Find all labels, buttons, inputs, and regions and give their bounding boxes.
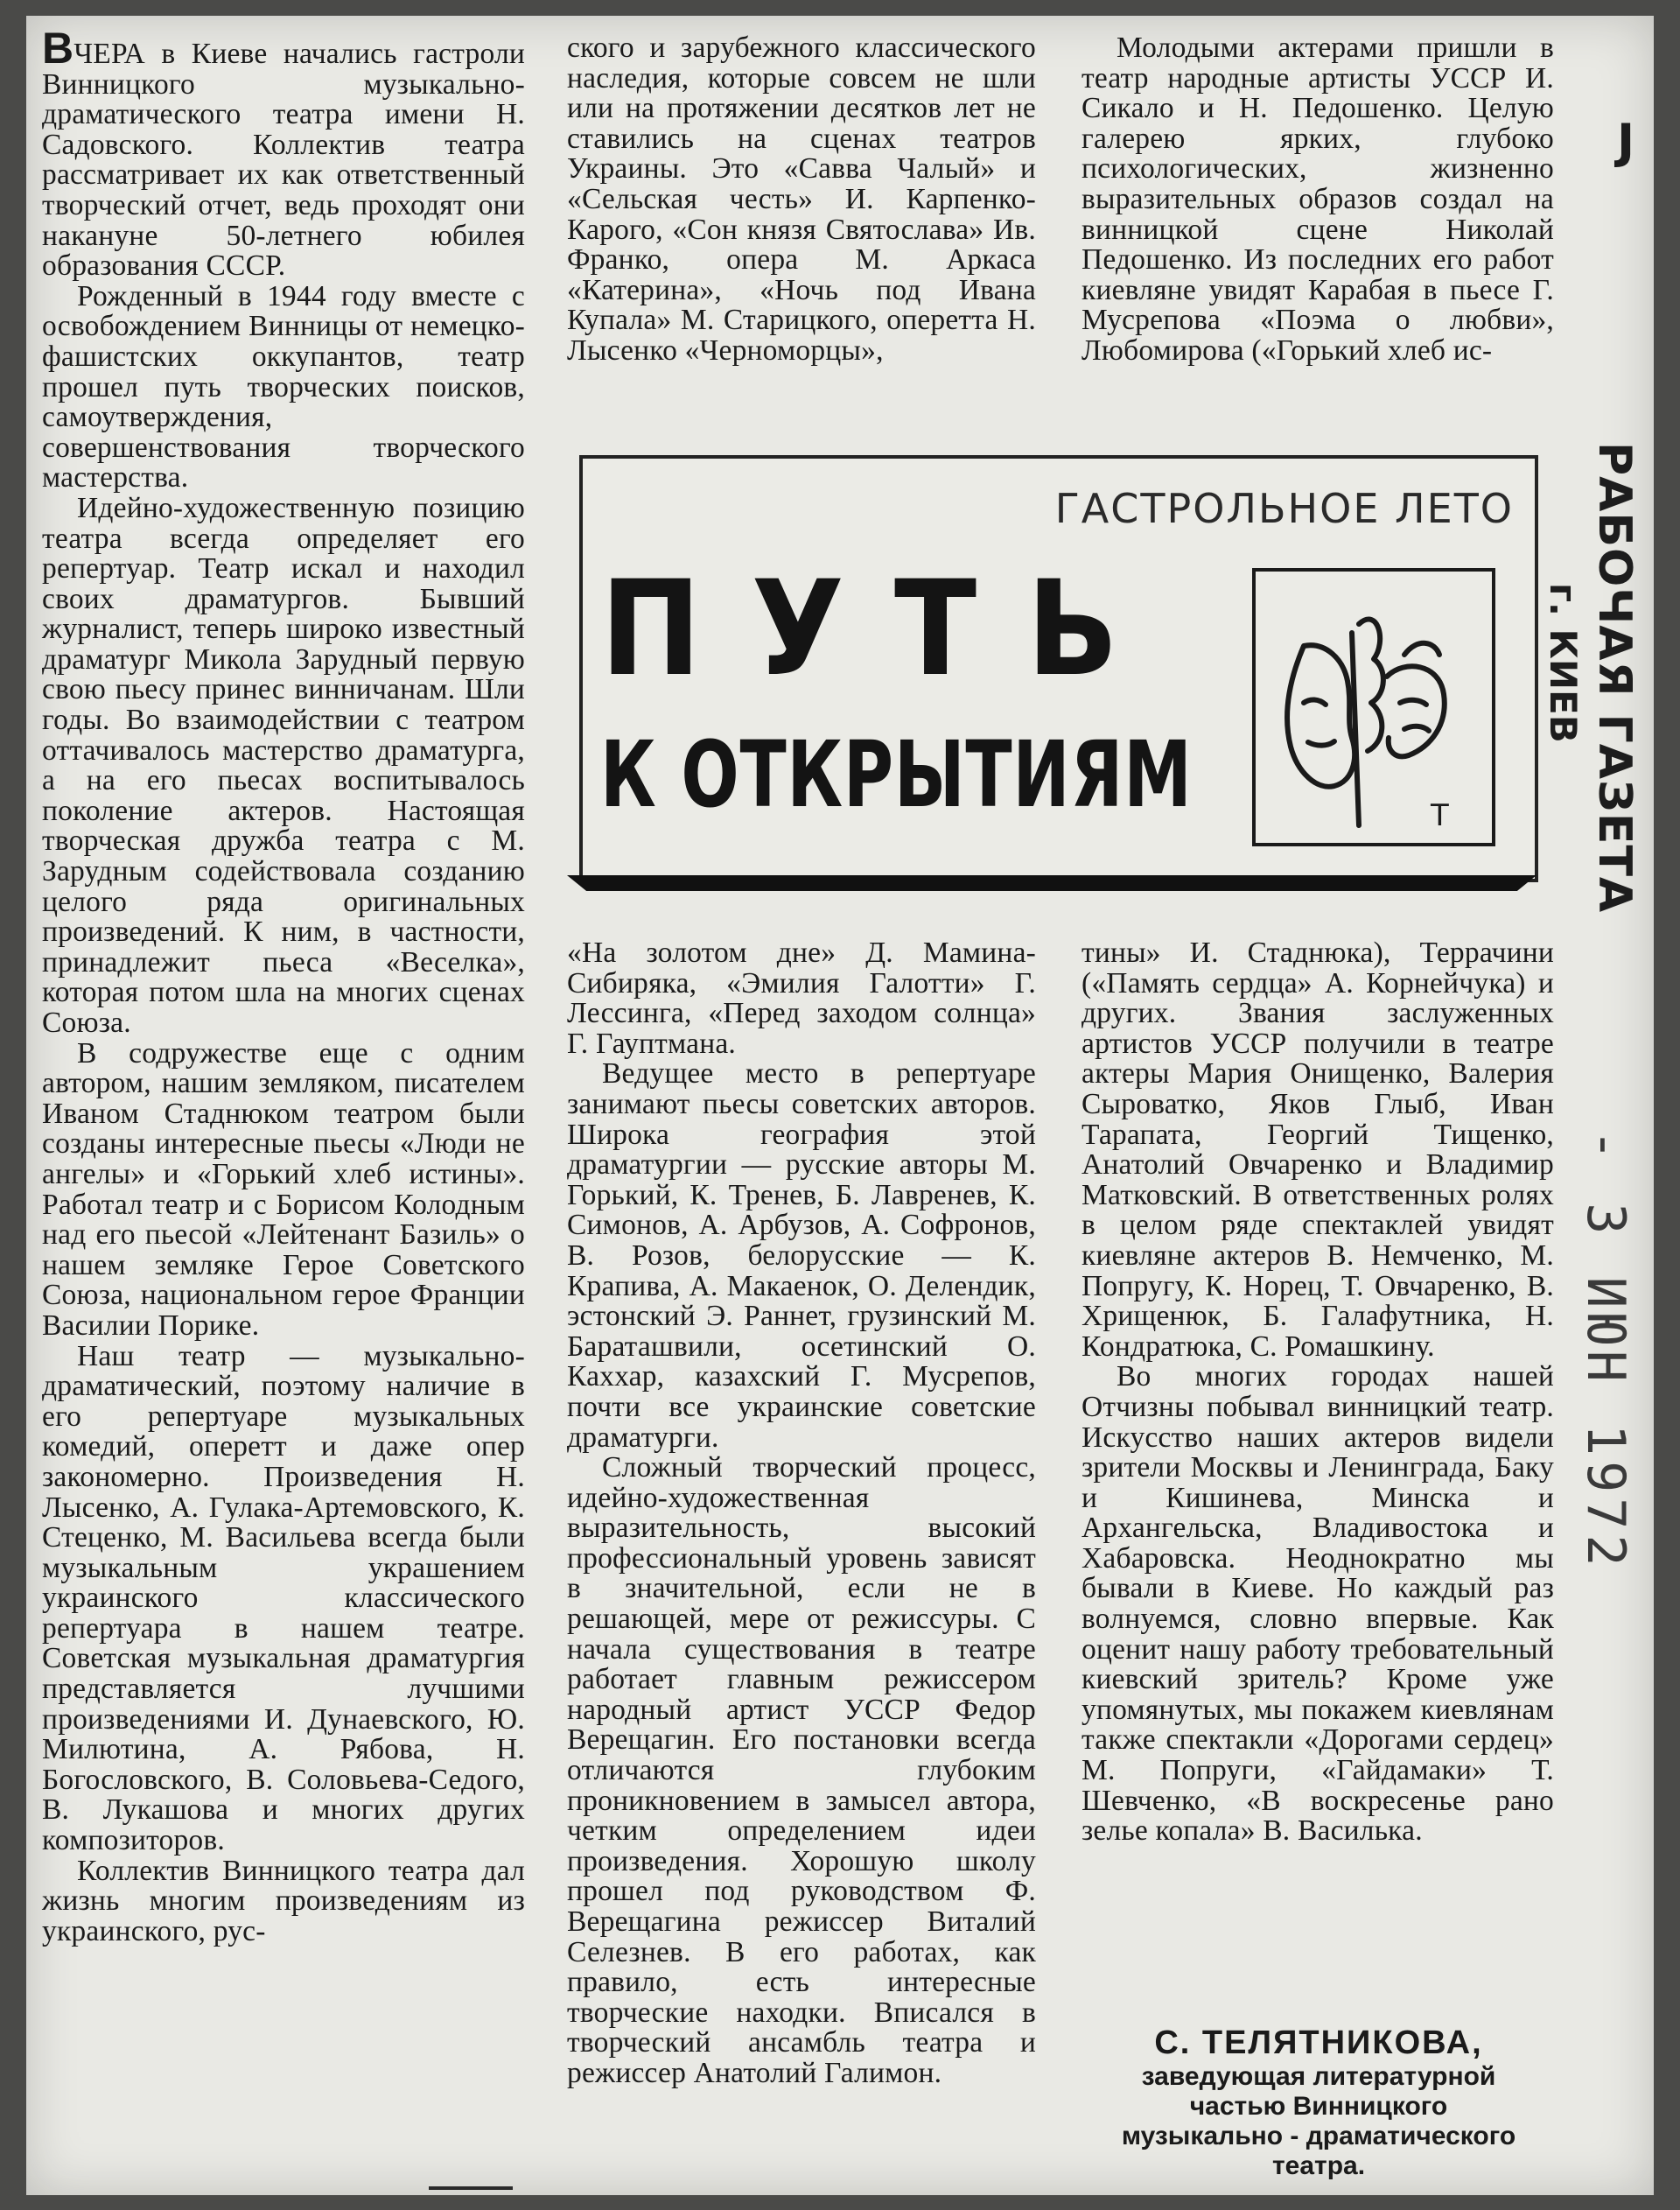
paragraph: Рожденный в 1944 году вместе с освобождением Винницы от немецко-фашистских оккупантов, театр прошел путь творческих поисков, самоутверждения, совершенствования творческого мастерства. (42, 279, 525, 495)
paragraph: Коллектив Винницкого театра дал жизнь многим произведениям из украинского, рус- (42, 1854, 525, 1947)
svg-text:T: T (1431, 798, 1449, 833)
article-column-2-top (567, 33, 1036, 367)
paragraph: Во многих городах нашей Отчизны побывал винницкий театр. Искусство наших актеров видели зрители Москвы и Ленинграда, Баку и Кишинева, Минска и Архангельска, Владивостока и Хабаровска. Неоднократно мы бывали в Киеве. Но каждый раз волнуемся, словно впервые. Как оценит нашу работу требовательный киевский зритель? Кроме уже упомянутых, мы покажем киевлянам также спектакли «Дорогами сердец» М. Попруги, «Гайдамаки» Т. Шевченко, «В воскресенье рано зелье копала» В. Василька. (1082, 1360, 1554, 1848)
author-signature (1113, 2024, 1524, 2181)
article-column-1 (42, 24, 525, 1947)
article-column-2-bottom (567, 938, 1036, 2089)
headline-line-2: К ОТКРЫТИЯМ (600, 721, 1193, 828)
paragraph: Молодыми актерами пришли в театр народные артисты УССР И. Сикало и Н. Педошенко. Целую галерею ярких, глубоко психологических, жизненно выразительных образов создал на винницкой сцене Николай Педошенко. Из последних его работ киевляне увидят Карабая в пьесе Г. Мусрепова «Поэма о любви», Любомирова («Горький хлеб ис- (1082, 32, 1554, 367)
newspaper-masthead: РАБОЧАЯ ГАЗЕТА (1588, 442, 1641, 914)
headline-line-1: ПУТЬ (600, 553, 1169, 705)
paragraph: Ведущее место в репертуаре занимают пьесы советских авторов. Широка география этой драматургии — русские авторы М. Горький, К. Тренев, Б. Лавренев, К. Симонов, А. Арбузов, А. Софронов, В. Розов, белорусские — К. Крапива, А. Макаенок, О. Делендик, эстонский Э. Раннет, грузинский М. Бараташвили, осетинский О. Каххар, казахский Г. Мусрепов, почти все украинские советские драматурги. (567, 1057, 1036, 1454)
author-role: заведующая литературной частью Винницкого музыкально - драматического театра. (1121, 2062, 1516, 2180)
paragraph: «На золотом дне» Д. Мамина-Сибиряка, «Эмилия Галотти» Г. Лессинга, «Перед заходом солнца» Г. Гауптмана. (567, 937, 1036, 1060)
city-label: г. КИЕВ (1542, 583, 1585, 743)
column-end-rule (429, 2186, 513, 2190)
headline-box (579, 455, 1538, 882)
article-column-3-bottom (1082, 938, 1554, 1847)
paragraph: Наш театр — музыкально-драматический, поэтому наличие в его репертуаре музыкальных комедий, оперетт и даже опер закономерно. Произведения Н. Лысенко, А. Гулака-Артемовского, К. Стеценко, М. Васильева всегда были музыкальным украшением украинского классического репертуара в нашем театре. Советская музыкальная драматургия представляется лучшими произведениями И. Дунаевского, Ю. Милютина, А. Рябова, Н. Богословского, В. Соловьева-Седого, В. Лукашова и многих других композиторов. (42, 1339, 525, 1857)
theatre-masks-icon (1252, 568, 1495, 846)
article-column-3-top (1082, 33, 1554, 367)
date-stamp: - 3 ИЮН 1972 (1575, 1129, 1636, 1572)
paragraph: тины» И. Стаднюка), Террачини («Память сердца» А. Корнейчука) и других. Звания заслуженных артистов УССР получили в театре актеры Мария Онищенко, Валерия Сыроватко, Яков Глыб, Иван Тарапата, Георгий Тищенко, Анатолий Овчаренко и Владимир Матковский. В ответственных ролях в целом ряде спектаклей увидят киевляне актеров В. Немченко, М. Попругу, К. Норец, Т. Овчаренко, В. Хрищенюк, Б. Галафутника, Н. Кондратюка, С. Ромашкину. (1082, 937, 1554, 1363)
paragraph: В содружестве еще с одним автором, нашим земляком, писателем Иваном Стаднюком театром были созданы интересные пьесы «Люди не ангелы» и «Горький хлеб истины». Работал театр и с Борисом Колодным над его пьесой «Лейтенант Базиль» о нашем земляке Герое Советского Союза, национальном герое Франции Василии Порике. (42, 1036, 525, 1342)
author-name: С. ТЕЛЯТНИКОВА, (1154, 2024, 1483, 2061)
paragraph: Сложный творческий процесс, идейно-художественная выразительность, высокий профессиональный уровень зависят в значительной, если не в решающей, мере от режиссуры. С начала существования в театре работает главным режиссером народный артист УССР Федор Верещагин. Его постановки всегда отличаются глубоким проникновением в замысел автора, четким определением идеи произведения. Хорошую школу прошел под руководством Ф. Верещагина режиссер Виталий Селезнев. В его работах, как правило, есть интересные творческие находки. Вписался в творческий ансамбль театра и режиссер Анатолий Галимон. (567, 1451, 1036, 2089)
paragraph: ского и зарубежного классического наследия, которые совсем не шли или на протяжении десятков лет не ставились на сценах театров Украины. Это «Савва Чалый» и «Сельская честь» И. Карпенко-Карого, «Сон князя Святослава» Ив. Франко, опера М. Аркаса «Катерина», «Ночь под Ивана Купала» М. Старицкого, оперетта Н. Лысенко «Черноморцы», (567, 32, 1036, 367)
rubric-heading: ГАСТРОЛЬНОЕ ЛЕТО (1054, 485, 1514, 532)
headline-underline (567, 875, 1536, 891)
corner-mark: J (1617, 114, 1635, 169)
drop-cap: В (42, 24, 74, 73)
paragraph: Идейно-художественную позицию театра всегда определяет его репертуар. Театр искал и находил своих драматургов. Бывший журналист, теперь широко известный драматург Микола Зарудный первую свою пьесу принес винничанам. Шли годы. Во взаимодействии с театром оттачивалось мастерство драматурга, а на его пьесах воспитывалось поколение актеров. Настоящая творческая дружба театра с М. Зарудным содействовала созданию целого ряда оригинальных произведений. К ним, в частности, принадлежит пьеса «Веселка», которая потом шла на многих сценах Союза. (42, 491, 525, 1039)
paragraph: ВЧЕРА в Киеве начались гастроли Винницкого музыкально-драматического театра имени Н. Садовского. Коллектив театра рассматривает их как ответственный творческий отчет, ведь проходят они накануне 50-летнего юбилея образования СССР. (42, 24, 525, 283)
